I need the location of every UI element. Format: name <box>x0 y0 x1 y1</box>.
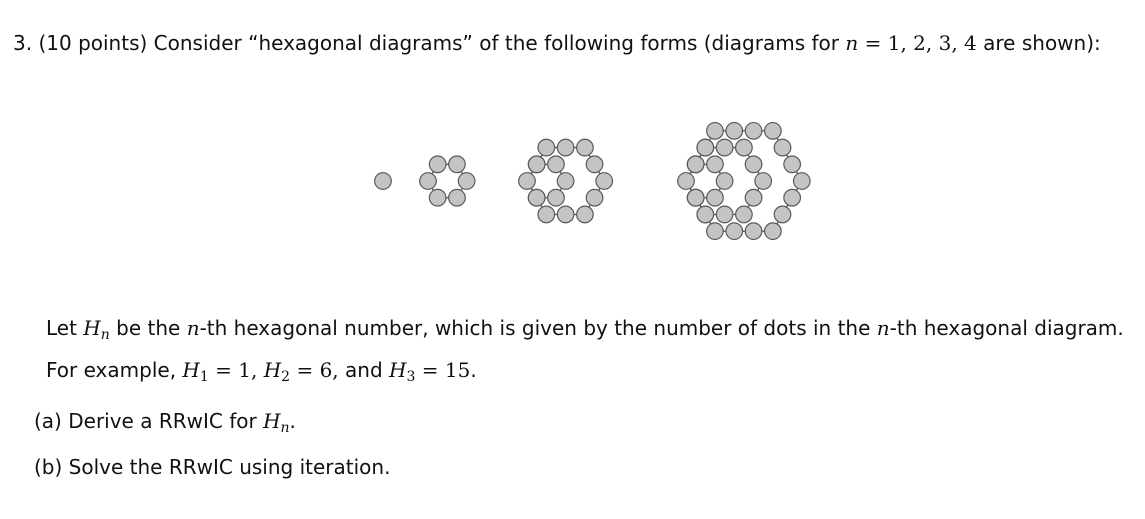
diagram-dot <box>745 223 762 240</box>
h-symbol: H <box>83 316 101 340</box>
part-a-text: Derive a RRwIC for <box>68 409 257 433</box>
problem-number: 3. <box>13 31 33 55</box>
equals-sign: = <box>858 31 888 55</box>
diagram-dot <box>687 189 704 206</box>
diagram-dot <box>707 123 724 140</box>
value-h2: = 6, <box>290 358 339 382</box>
diagram-dot <box>548 156 565 173</box>
diagram-dot <box>726 223 743 240</box>
diagram-dot <box>519 173 536 190</box>
diagram-dot <box>765 223 782 240</box>
diagram-dot <box>577 206 594 223</box>
diagram-dot <box>755 173 772 190</box>
diagram-dot <box>429 189 446 206</box>
diagram-dot <box>557 206 574 223</box>
definition-line <box>46 316 1124 343</box>
n-variable: n <box>186 316 200 340</box>
diagram-dot <box>707 156 724 173</box>
part-a-label: (a) <box>34 409 62 433</box>
diagram-dot <box>687 156 704 173</box>
diagram-dot <box>449 189 466 206</box>
diagram-dot <box>449 156 466 173</box>
h-symbol: H <box>263 409 281 433</box>
diagram-dot <box>557 173 574 190</box>
diagram-dot <box>697 139 714 156</box>
part-b-text: Solve the RRwIC using iteration. <box>68 455 391 479</box>
text-definition: -th hexagonal number, which is given by the number of dots in the <box>199 316 871 340</box>
problem-text: Consider “hexagonal diagrams” of the following forms (diagrams for <box>153 31 839 55</box>
diagram-dot <box>716 206 733 223</box>
h-symbol: H <box>182 358 200 382</box>
diagram-dot <box>528 156 545 173</box>
diagram-dot <box>774 139 791 156</box>
value-h1: = 1, <box>208 358 258 382</box>
part-b-label: (b) <box>34 455 63 479</box>
diagram-dot <box>678 173 695 190</box>
hexagonal-diagram-4 <box>678 123 810 240</box>
problem-points: (10 points) <box>38 31 148 55</box>
n-subscript: n <box>280 420 290 436</box>
h-symbol: H <box>263 358 282 382</box>
part-a <box>34 409 296 436</box>
hexagonal-diagram-3 <box>519 139 613 222</box>
diagram-dot <box>528 189 545 206</box>
diagram-dot <box>794 173 811 190</box>
diagram-dot <box>765 123 782 140</box>
diagram-dot <box>429 156 446 173</box>
diagram-dot <box>784 156 801 173</box>
diagram-dot <box>577 139 594 156</box>
n-variable: n <box>845 31 859 55</box>
n-values: 1, 2, 3, 4 <box>887 31 977 55</box>
diagram-dot <box>557 139 574 156</box>
n-subscript: n <box>100 327 110 343</box>
diagram-dot <box>707 223 724 240</box>
period: . <box>289 409 296 433</box>
hexagonal-diagram-2 <box>420 156 475 206</box>
h-symbol: H <box>389 358 407 382</box>
diagram-dot <box>586 156 603 173</box>
part-b <box>34 455 390 479</box>
text-be-the: be the <box>116 316 181 340</box>
hexagonal-diagram-1 <box>375 173 392 190</box>
diagram-dot <box>774 206 791 223</box>
n-variable: n <box>876 316 890 340</box>
subscript-2: 2 <box>281 369 291 385</box>
diagram-dot <box>420 173 437 190</box>
diagram-dot <box>697 206 714 223</box>
diagram-dot <box>736 139 753 156</box>
diagram-dot <box>784 189 801 206</box>
period: . <box>470 358 477 382</box>
diagram-dot <box>458 173 475 190</box>
example-line <box>46 358 477 385</box>
diagram-dot <box>707 189 724 206</box>
diagram-dot <box>538 206 555 223</box>
subscript-3: 3 <box>406 369 416 385</box>
diagram-dot <box>548 189 565 206</box>
text-let: Let <box>46 316 77 340</box>
diagram-dot <box>375 173 392 190</box>
value-h3: = 15 <box>415 358 471 382</box>
diagram-dot <box>745 189 762 206</box>
problem-text-end: are shown): <box>983 31 1101 55</box>
text-definition-end: -th hexagonal diagram. <box>889 316 1124 340</box>
diagram-dot <box>586 189 603 206</box>
diagram-dot <box>745 123 762 140</box>
diagram-dot <box>745 156 762 173</box>
diagram-dot <box>716 139 733 156</box>
diagram-dot <box>538 139 555 156</box>
diagram-dot <box>596 173 613 190</box>
text-for-example: For example, <box>46 358 177 382</box>
diagram-dot <box>726 123 743 140</box>
text-and: and <box>345 358 383 382</box>
diagram-dot <box>736 206 753 223</box>
diagram-dot <box>716 173 733 190</box>
subscript-1: 1 <box>199 369 209 385</box>
